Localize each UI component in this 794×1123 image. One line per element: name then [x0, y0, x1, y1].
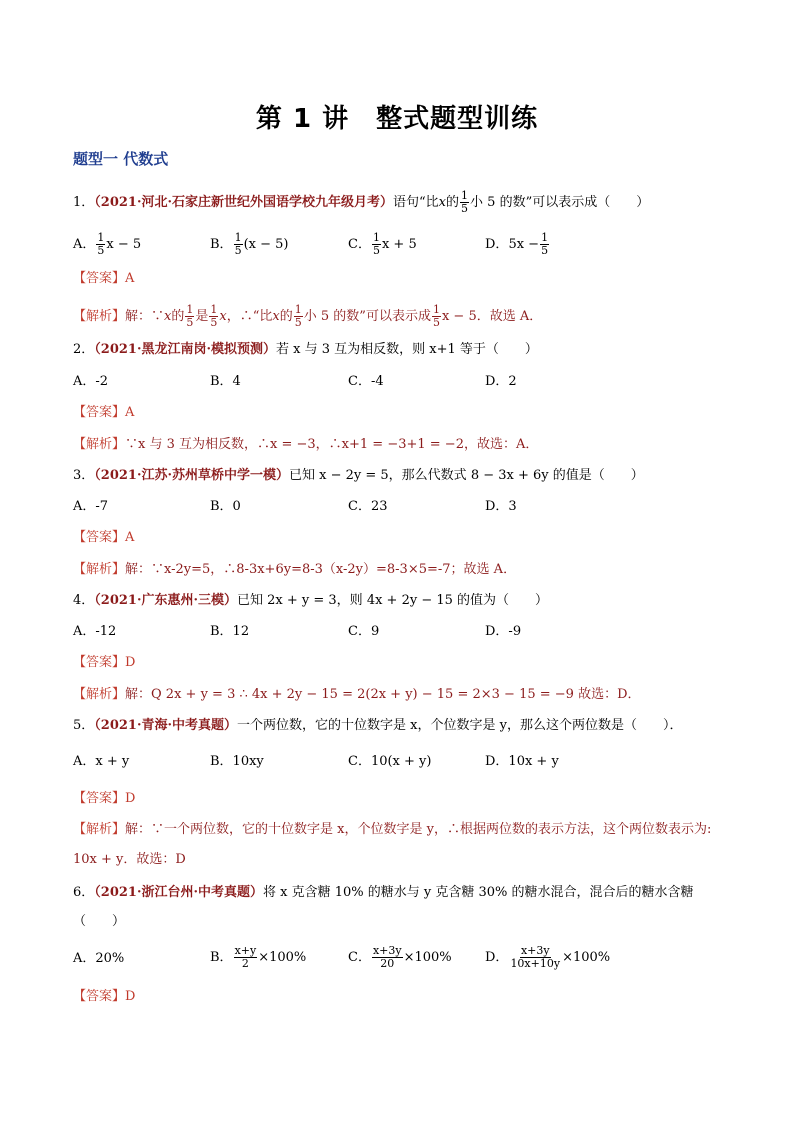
- fraction: [460, 190, 469, 215]
- fraction: [372, 945, 403, 970]
- fraction-denominator: 2: [241, 957, 249, 970]
- question-number: 4．: [73, 593, 95, 608]
- fraction-denominator: 5: [186, 316, 194, 329]
- solution-text: ，∴“比: [226, 309, 273, 324]
- option-c: C．9: [348, 624, 380, 639]
- question-text: 语句“比: [393, 195, 439, 210]
- answer-value: A: [125, 271, 135, 286]
- option-b: [210, 945, 306, 970]
- fraction: [372, 232, 381, 257]
- solution-1: [73, 304, 542, 329]
- fraction: [234, 232, 243, 257]
- question-5: [73, 717, 682, 735]
- answer-2: [73, 404, 134, 422]
- solution-text: x − 5．故选 A．: [441, 309, 543, 324]
- question-source: （2021·广东惠州·三模）: [94, 593, 238, 608]
- solution-4: [73, 686, 641, 704]
- answer-5: [73, 790, 135, 808]
- fraction-denominator: 5: [97, 244, 105, 257]
- question-text: 小 5 的数”可以表示成（ ）: [470, 195, 650, 210]
- option-c: C．-4: [348, 374, 384, 389]
- solution-text: 小 5 的数”可以表示成: [303, 309, 431, 324]
- option-a: [73, 232, 141, 257]
- fraction: [234, 945, 258, 970]
- fraction: [209, 304, 218, 329]
- option-d: D．2: [485, 374, 517, 389]
- answer-3: [73, 529, 134, 547]
- option-c: [348, 945, 452, 970]
- option-a: A．-2: [73, 374, 109, 389]
- variable: x: [272, 309, 280, 324]
- answer-value: D: [125, 791, 136, 806]
- option-c: [348, 232, 417, 257]
- fraction: [96, 232, 105, 257]
- question-number: 6．: [73, 885, 95, 900]
- fraction-numerator: 1: [97, 231, 105, 244]
- answer-label: 【答案】: [73, 989, 126, 1004]
- question-number: 2．: [73, 342, 95, 357]
- question-source: （2021·河北·石家庄新世纪外国语学校九年级月考）: [94, 195, 394, 210]
- solution-label: 【解析】: [73, 309, 126, 324]
- option-b: B．0: [210, 499, 241, 514]
- fraction-numerator: x+3y: [520, 944, 550, 957]
- option-a: A．-7: [73, 499, 109, 514]
- fraction-denominator: 5: [541, 244, 549, 257]
- question-4: [73, 592, 548, 610]
- question-text: 若 x 与 3 互为相反数，则 x+1 等于（ ）: [276, 342, 538, 357]
- fraction: [432, 304, 441, 329]
- solution-text-continued: 10x + y．故选：D: [73, 852, 186, 867]
- question-3: [73, 467, 644, 485]
- option-c: C．10(x + y): [348, 754, 432, 769]
- fraction-denominator: 5: [294, 316, 302, 329]
- solution-label: 【解析】: [73, 822, 126, 837]
- fraction-numerator: 1: [234, 231, 242, 244]
- question-text: 将 x 克含糖 10% 的糖水与 y 克含糖 30% 的糖水混合，混合后的糖水含糖: [263, 885, 694, 900]
- answer-label: 【答案】: [73, 791, 126, 806]
- option-a: A．20%: [73, 951, 125, 966]
- fraction: [294, 304, 303, 329]
- fraction-denominator: 5: [372, 244, 380, 257]
- fraction-denominator: 5: [210, 316, 218, 329]
- fraction-denominator: 5: [234, 244, 242, 257]
- answer-value: D: [125, 989, 136, 1004]
- question-source: （2021·浙江台州·中考真题）: [94, 885, 264, 900]
- option-label: A．: [73, 237, 96, 252]
- question-source: （2021·黑龙江南岗·模拟预测）: [94, 342, 277, 357]
- variable: x: [219, 309, 227, 324]
- answer-1: [73, 270, 134, 288]
- answer-label: 【答案】: [73, 405, 126, 420]
- solution-label: 【解析】: [73, 437, 126, 452]
- solution-label: 【解析】: [73, 562, 126, 577]
- solution-text: 的: [171, 309, 185, 324]
- option-a: A．x + y: [73, 754, 130, 769]
- answer-label: 【答案】: [73, 271, 126, 286]
- answer-label: 【答案】: [73, 530, 126, 545]
- question-text: 已知 x − 2y = 5，那么代数式 8 − 3x + 6y 的值是（ ）: [289, 468, 644, 483]
- solution-text: ∵x 与 3 互为相反数，∴x = −3，∴x+1 = −3+1 = −2，故选：A．: [125, 437, 539, 452]
- solution-3: [73, 561, 516, 579]
- question-number: 5．: [73, 718, 95, 733]
- fraction-denominator: 5: [461, 202, 469, 215]
- option-text: ×100%: [562, 950, 611, 965]
- fraction-numerator: 1: [461, 189, 469, 202]
- answer-4: [73, 654, 135, 672]
- answer-value: A: [125, 530, 135, 545]
- question-6: [73, 884, 694, 902]
- question-text: 一个两位数，它的十位数字是 x，个位数字是 y，那么这个两位数是（ ）．: [237, 718, 683, 733]
- fraction-numerator: 1: [210, 303, 218, 316]
- answer-label: 【答案】: [73, 655, 126, 670]
- option-label: C．: [348, 950, 371, 965]
- question-number: 1．: [73, 195, 95, 210]
- option-a: A．-12: [73, 624, 117, 639]
- option-label: B．: [210, 950, 233, 965]
- option-d: [485, 945, 610, 970]
- option-b: B．12: [210, 624, 250, 639]
- option-text: ×100%: [403, 950, 452, 965]
- solution-text: 解：∵x-2y=5，∴8-3x+6y=8-3（x-2y）=8-3×5=-7；故选 A．: [125, 562, 517, 577]
- fraction-numerator: 1: [294, 303, 302, 316]
- answer-value: A: [125, 405, 135, 420]
- option-text: x − 5: [106, 237, 142, 252]
- variable: x: [164, 309, 172, 324]
- question-1: [73, 190, 649, 215]
- option-text: 5x −: [508, 237, 540, 252]
- fraction: [509, 945, 561, 970]
- option-label: D．: [485, 237, 509, 252]
- answer-6: [73, 988, 135, 1006]
- solution-label: 【解析】: [73, 687, 126, 702]
- question-number: 3．: [73, 468, 95, 483]
- option-label: D．: [485, 950, 509, 965]
- option-label: C．: [348, 237, 371, 252]
- fraction: [540, 232, 549, 257]
- page-title: 第 1 讲 整式题型训练: [255, 104, 539, 134]
- fraction-denominator: 20: [380, 957, 395, 970]
- question-text: 已知 2x + y = 3，则 4x + 2y − 15 的值为（ ）: [237, 593, 549, 608]
- option-d: D．3: [485, 499, 517, 514]
- answer-value: D: [125, 655, 136, 670]
- fraction-numerator: 1: [372, 231, 380, 244]
- option-text: ×100%: [258, 950, 307, 965]
- question-text: 的: [446, 195, 460, 210]
- question-source: （2021·青海·中考真题）: [94, 718, 238, 733]
- question-text-continued: （ ）: [73, 914, 126, 929]
- fraction-numerator: 1: [432, 303, 440, 316]
- solution-text: 是: [195, 309, 209, 324]
- solution-5: [73, 821, 711, 839]
- option-text: (x − 5): [243, 237, 289, 252]
- question-2: [73, 341, 538, 359]
- option-text: x + 5: [381, 237, 417, 252]
- fraction-denominator: 5: [432, 316, 440, 329]
- fraction-numerator: x+y: [234, 944, 257, 957]
- option-label: B．: [210, 237, 233, 252]
- fraction-numerator: 1: [186, 303, 194, 316]
- solution-text: 的: [279, 309, 293, 324]
- fraction-numerator: 1: [541, 231, 549, 244]
- option-d: D．10x + y: [485, 754, 559, 769]
- solution-text: 解：∵一个两位数，它的十位数字是 x，个位数字是 y，∴根据两位数的表示方法，这个两位数表示为:: [125, 822, 712, 837]
- solution-text: 解：∵: [125, 309, 165, 324]
- variable: x: [438, 195, 447, 210]
- option-d: D．-9: [485, 624, 522, 639]
- option-b: [210, 232, 288, 257]
- fraction-numerator: x+3y: [372, 944, 402, 957]
- option-c: C．23: [348, 499, 388, 514]
- option-b: B．10xy: [210, 754, 264, 769]
- question-source: （2021·江苏·苏州草桥中学一模）: [94, 468, 290, 483]
- option-b: B．4: [210, 374, 241, 389]
- option-d: [485, 232, 550, 257]
- section-heading: 题型一 代数式: [73, 150, 169, 168]
- fraction-denominator: 10x+10y: [510, 957, 561, 970]
- solution-text: 解：Q 2x + y = 3 ∴ 4x + 2y − 15 = 2(2x + y) − 15 = 2×3 − 15 = −9 故选：D．: [125, 687, 641, 702]
- fraction: [185, 304, 194, 329]
- solution-2: [73, 436, 538, 454]
